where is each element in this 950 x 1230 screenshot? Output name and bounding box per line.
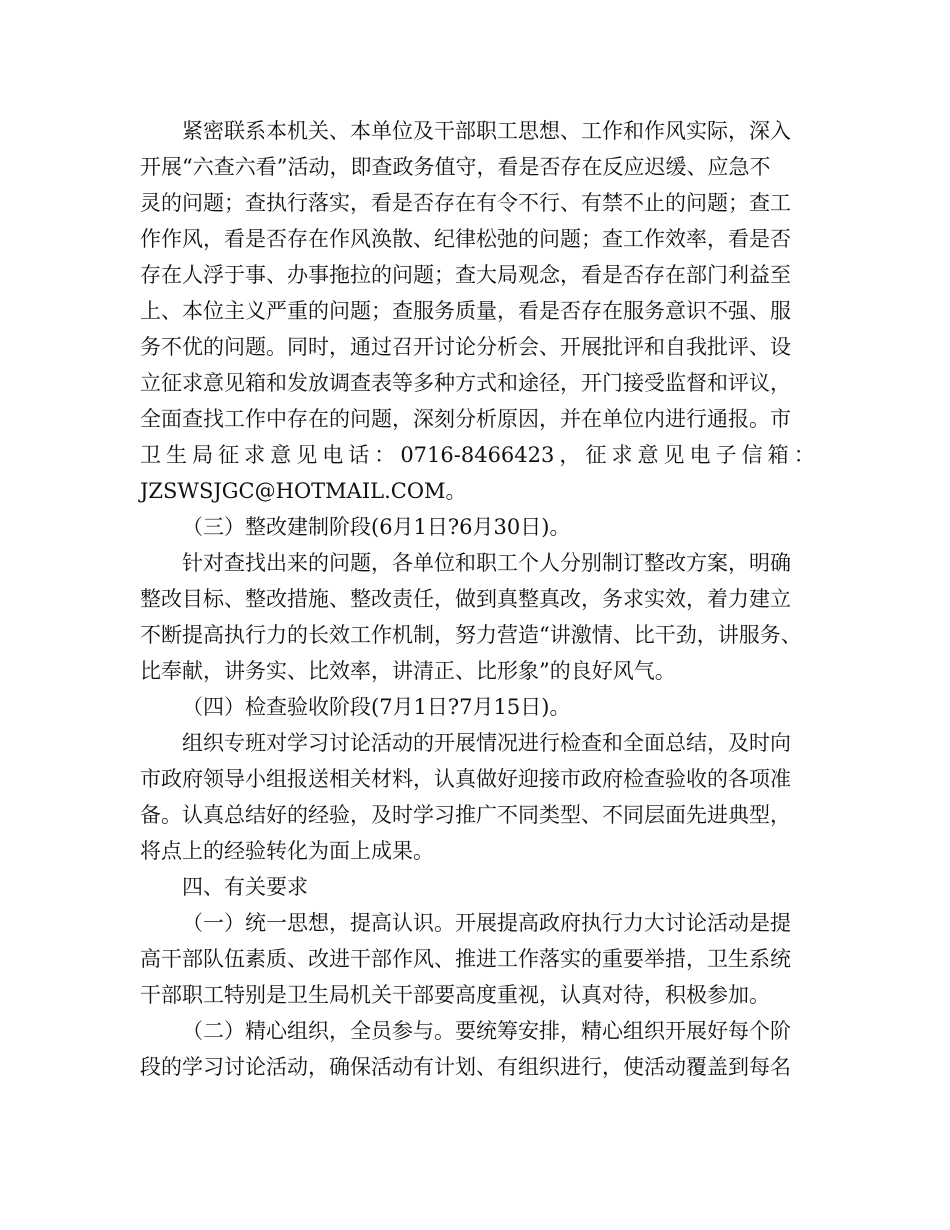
- text-line: 将点上的经验转化为面上成果。: [140, 839, 434, 863]
- text-line: 灵的问题；查执行落实，看是否存在有令不行、有禁不止的问题；查工: [140, 191, 791, 215]
- contact-part: 生: [166, 443, 188, 467]
- contact-part: 卫: [140, 443, 161, 467]
- contact-part: 求: [611, 443, 633, 467]
- contact-part: 局: [192, 443, 214, 467]
- contact-part: 话: [348, 443, 370, 467]
- contact-part: 意: [637, 443, 659, 467]
- contact-part: 征: [218, 443, 240, 467]
- contact-line: [140, 440, 815, 470]
- text-line: 比奉献，讲务实、比效率，讲清正、比形象”的良好风气。: [140, 659, 676, 683]
- contact-part: 箱: [767, 443, 789, 467]
- text-line: 干部职工特别是卫生局机关干部要高度重视，认真对待，积极参加。: [140, 983, 770, 1007]
- contact-part: ：: [374, 443, 396, 467]
- text-line: 务不优的问题。同时，通过召开讨论分析会、开展批评和自我批评、设: [140, 335, 791, 359]
- section-heading: 四、有关要求: [182, 875, 308, 899]
- contact-part: 子: [715, 443, 737, 467]
- contact-part: 电: [322, 443, 344, 467]
- contact-part: 信: [741, 443, 763, 467]
- contact-part: 求: [244, 443, 266, 467]
- contact-part: ，: [559, 443, 581, 467]
- text-line: 不断提高执行力的长效工作机制，努力营造“讲激情、比干劲，讲服务、: [140, 623, 802, 647]
- text-line: 开展“六查六看”活动，即查政务值守，看是否存在反应迟缓、应急不: [140, 155, 771, 179]
- contact-part: 见: [663, 443, 685, 467]
- text-line: 上、本位主义严重的问题；查服务质量，看是否存在服务意识不强、服: [140, 299, 791, 323]
- text-line: 针对查找出来的问题，各单位和职工个人分别制订整改方案，明确: [182, 551, 791, 575]
- contact-part: 意: [270, 443, 292, 467]
- text-line: （一）统一思想，提高认识。开展提高政府执行力大讨论活动是提: [182, 911, 791, 935]
- text-line: 市政府领导小组报送相关材料，认真做好迎接市政府检查验收的各项准: [140, 767, 791, 791]
- text-line: 段的学习讨论活动，确保活动有计划、有组织进行，使活动覆盖到每名: [140, 1055, 791, 1079]
- text-line: （二）精心组织，全员参与。要统筹安排，精心组织开展好每个阶: [182, 1019, 791, 1043]
- text-line: 组织专班对学习讨论活动的开展情况进行检查和全面总结，及时向: [182, 731, 791, 755]
- contact-part: 见: [296, 443, 318, 467]
- contact-part: ：: [793, 443, 815, 467]
- text-line: 高干部队伍素质、改进干部作风、推进工作落实的重要举措，卫生系统: [140, 947, 791, 971]
- email-line: JZSWSJGC@HOTMAIL.COM。: [140, 479, 467, 503]
- contact-part: 征: [585, 443, 607, 467]
- text-line: 紧密联系本机关、本单位及干部职工思想、工作和作风实际，深入: [182, 119, 791, 143]
- contact-part: 电: [689, 443, 711, 467]
- text-line: 整改目标、整改措施、整改责任，做到真整真改，务求实效，着力建立: [140, 587, 791, 611]
- section-heading: （三）整改建制阶段(6月1日?6月30日)。: [182, 515, 571, 539]
- phone-number: 0716-8466423: [400, 443, 555, 467]
- text-line: 立征求意见箱和发放调查表等多种方式和途径，开门接受监督和评议，: [140, 371, 791, 395]
- text-line: 全面查找工作中存在的问题，深刻分析原因，并在单位内进行通报。市: [140, 407, 791, 431]
- text-line: 存在人浮于事、办事拖拉的问题；查大局观念，看是否存在部门利益至: [140, 263, 791, 287]
- text-line: 备。认真总结好的经验，及时学习推广不同类型、不同层面先进典型，: [140, 803, 791, 827]
- section-heading: （四）检查验收阶段(7月1日?7月15日)。: [182, 695, 571, 719]
- text-line: 作作风，看是否存在作风涣散、纪律松弛的问题；查工作效率，看是否: [140, 227, 791, 251]
